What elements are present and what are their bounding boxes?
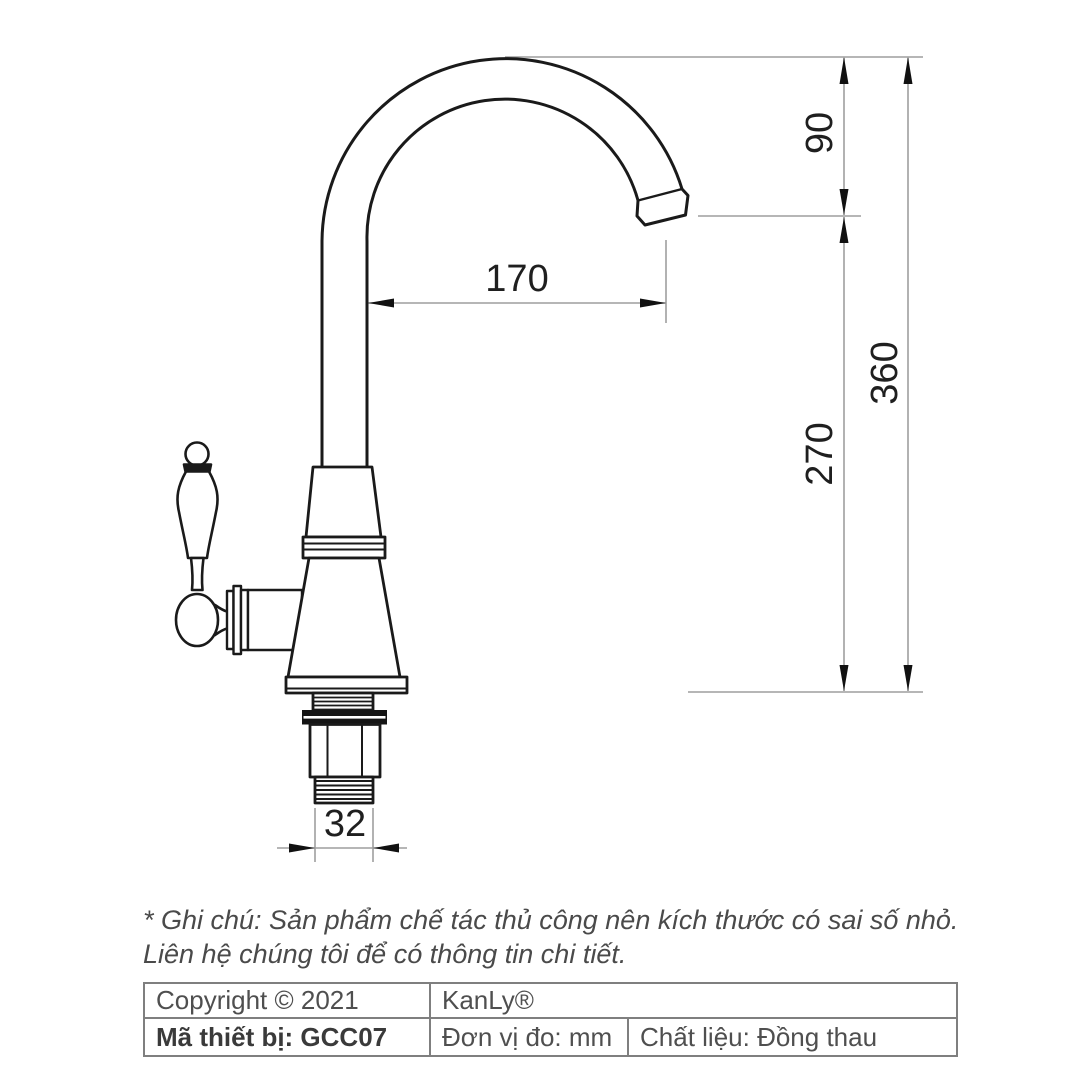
body-upper-cone (306, 467, 381, 537)
material-cell: Chất liệu: Đồng thau (627, 1019, 956, 1055)
arrow-32-left (289, 844, 315, 853)
handcraft-note (143, 903, 973, 971)
arrow-90-top (840, 57, 849, 84)
locknut-highlight (304, 716, 386, 719)
arrow-270-bottom (840, 665, 849, 691)
dim-label-90: 90 (799, 111, 841, 155)
brand-cell: KanLy® (429, 984, 627, 1017)
arrow-170-right (640, 299, 666, 308)
arrow-360-bottom (904, 665, 913, 691)
handle-top-ball (186, 443, 209, 466)
table-row (143, 982, 958, 1019)
handle-stem (191, 558, 204, 590)
dim-label-170: 170 (485, 258, 549, 300)
hex-fitting (310, 725, 380, 778)
unit-cell: Đơn vị đo: mm (429, 1019, 627, 1055)
device-code-cell: Mã thiết bị: GCC07 (156, 1021, 388, 1052)
arrow-360-top (904, 57, 913, 84)
body-lower-cone (288, 558, 400, 677)
dim-label-360: 360 (864, 341, 906, 405)
base-flange (286, 677, 407, 693)
dim-label-270: 270 (799, 422, 841, 486)
table-row (143, 1017, 958, 1057)
arrow-170-left (368, 299, 394, 308)
note-line-2: Liên hệ chúng tôi để có thông tin chi tiết. (143, 939, 627, 969)
dimension-labels (324, 112, 906, 845)
faucet-handle (176, 443, 227, 647)
body-ring-collar (303, 537, 385, 558)
arrow-270-top (840, 217, 849, 243)
arrow-90-bottom (840, 189, 849, 215)
note-line-1: * Ghi chú: Sản phẩm chế tác thủ công nên kích thước có sai số nhỏ. (143, 905, 959, 935)
dim-label-32: 32 (323, 803, 367, 845)
mounting-hardware (302, 710, 387, 803)
copyright-cell: Copyright © 2021 (156, 985, 359, 1015)
arrow-32-right (373, 844, 399, 853)
handle-joint-ball (176, 594, 218, 646)
handle-grip (177, 472, 217, 559)
faucet-body (286, 467, 407, 710)
spec-table (143, 982, 958, 1057)
valve-cartridge (227, 586, 302, 654)
